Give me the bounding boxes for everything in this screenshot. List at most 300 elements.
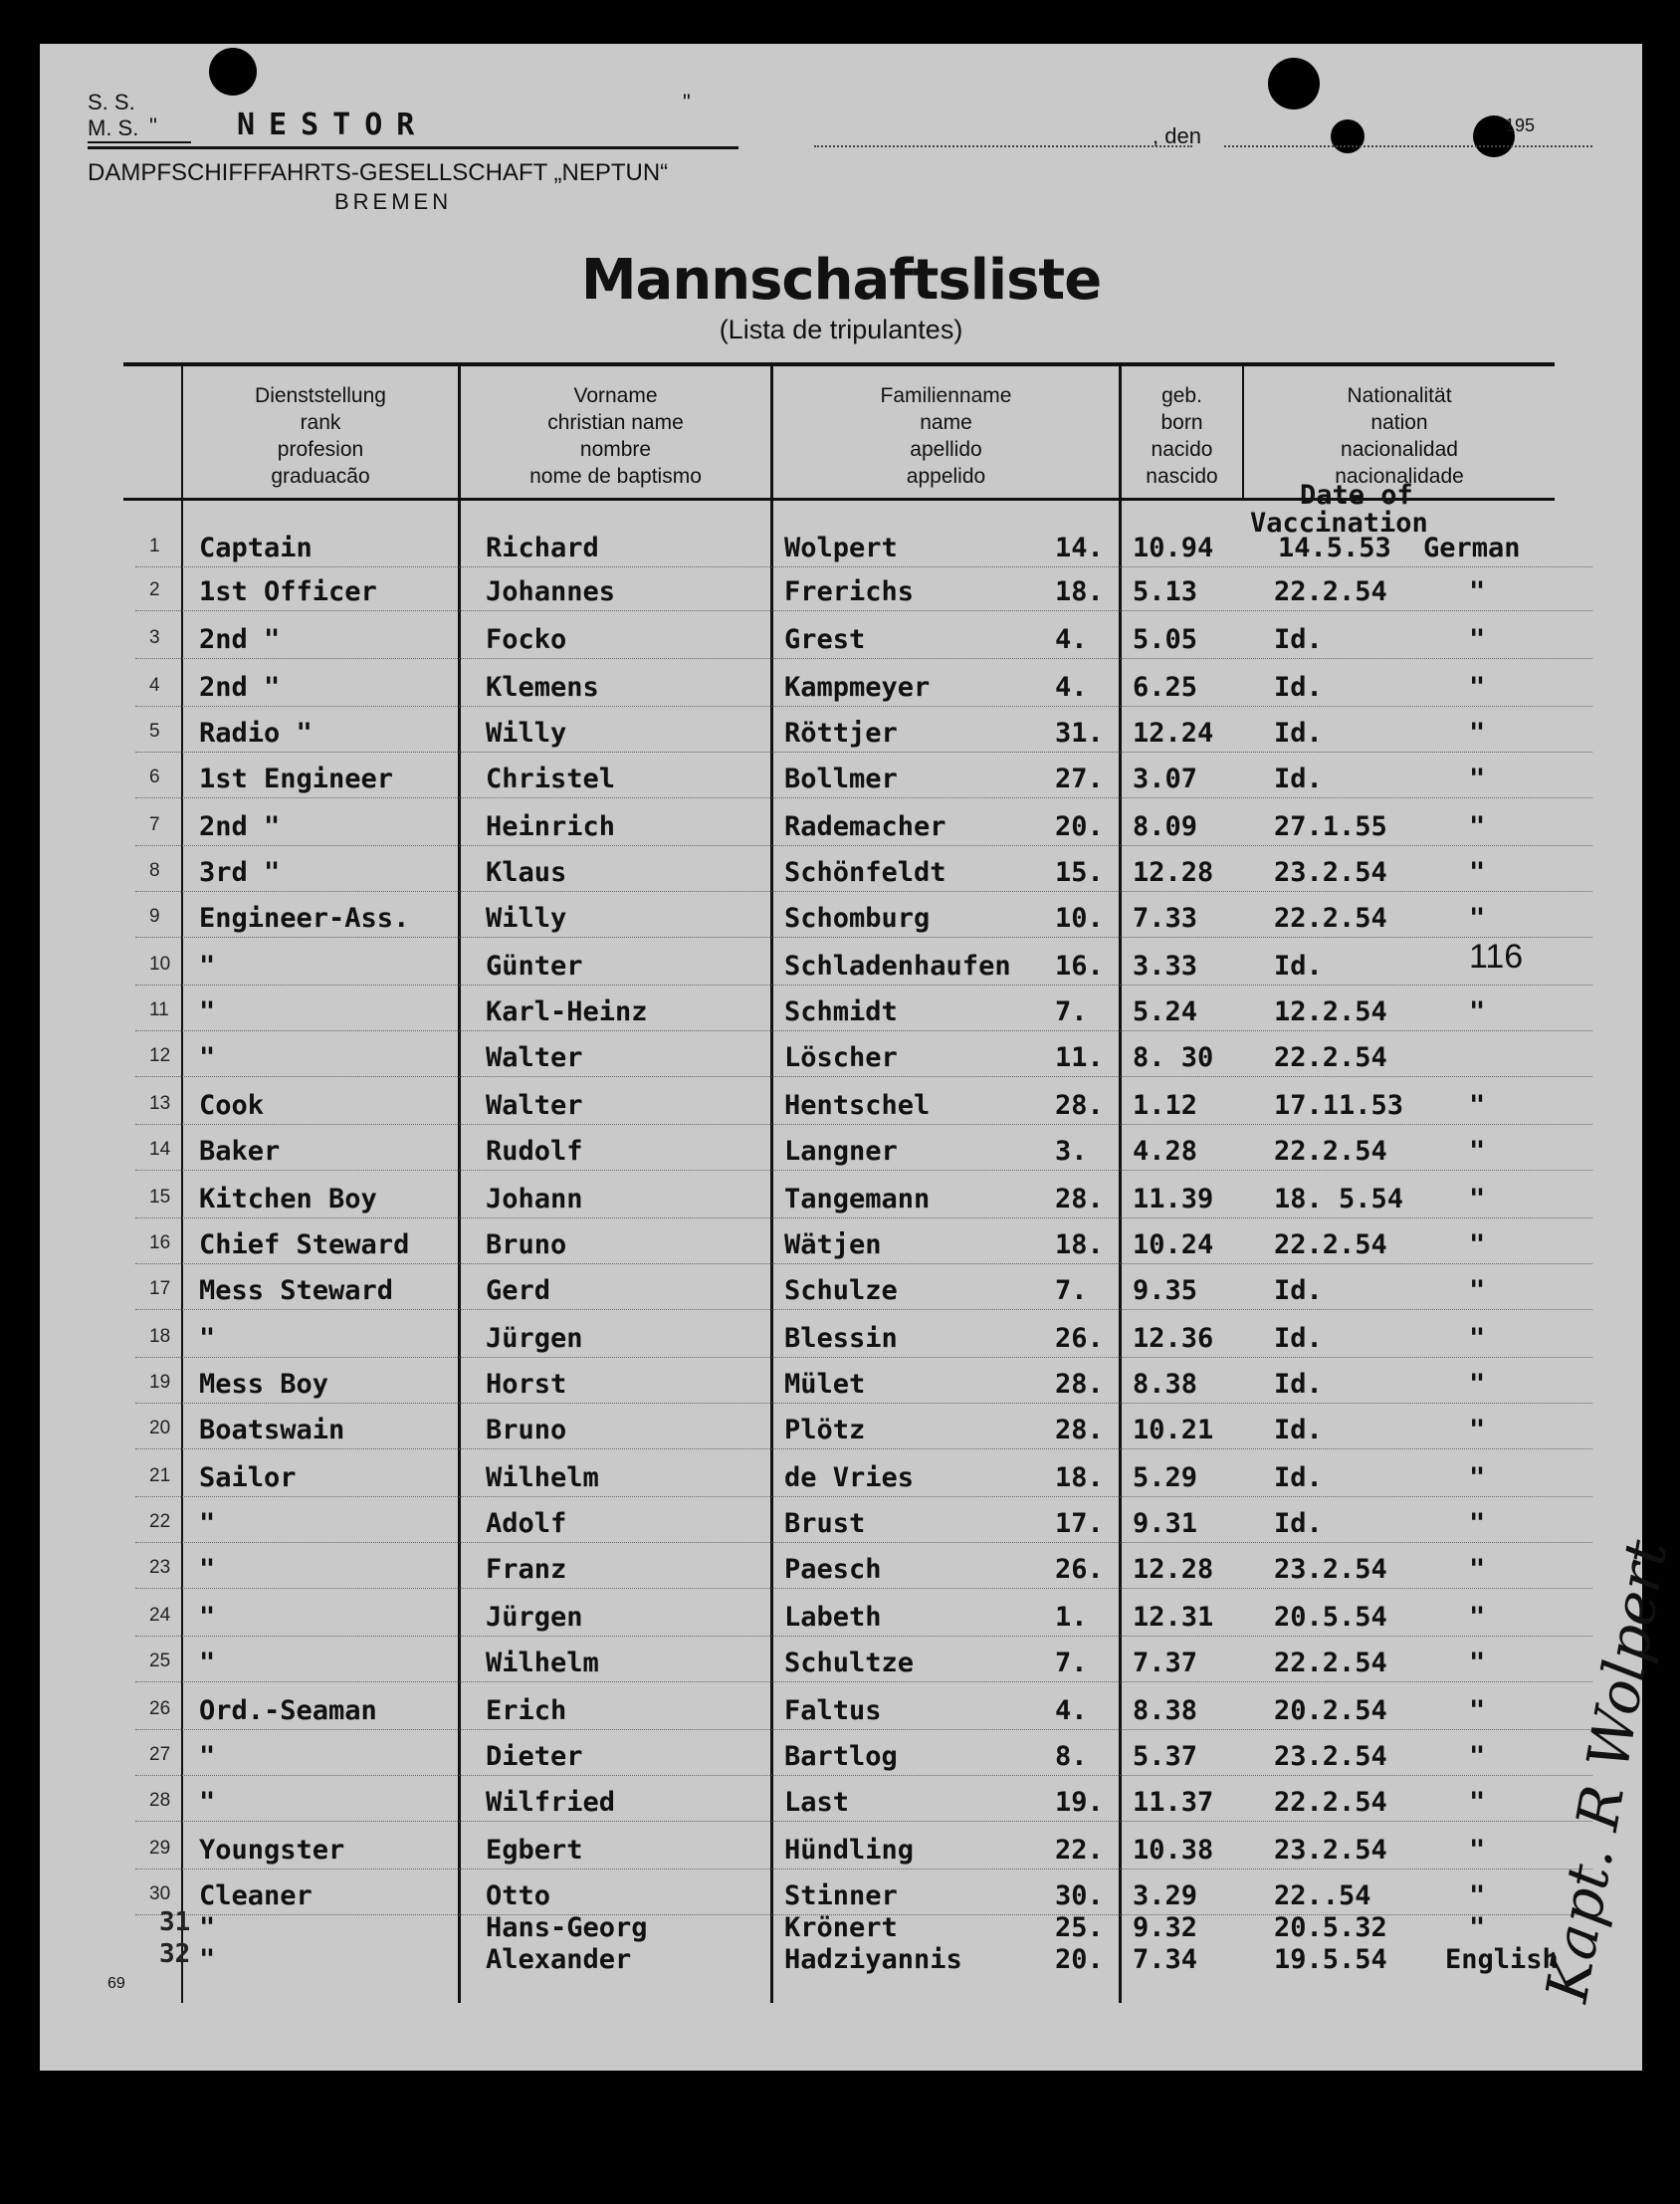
row-number: 20 bbox=[149, 1418, 171, 1438]
family-name-cell: Wätjen bbox=[784, 1229, 882, 1260]
first-name-cell: Adolf bbox=[486, 1508, 567, 1539]
row-number: 23 bbox=[149, 1557, 171, 1578]
row-number: 32 bbox=[159, 1939, 191, 1969]
birth-date-cell: 9.32 bbox=[1133, 1912, 1198, 1943]
family-name-cell: Tangemann bbox=[784, 1184, 931, 1214]
birth-day-cell: 28. bbox=[1055, 1184, 1104, 1214]
table-row bbox=[40, 898, 1642, 938]
first-name-cell: Johannes bbox=[486, 576, 616, 607]
rank-cell: Mess Steward bbox=[199, 1275, 394, 1306]
first-name-cell: Klaus bbox=[486, 857, 567, 888]
table-row bbox=[40, 1364, 1642, 1404]
rank-cell: 2nd " bbox=[199, 672, 281, 703]
first-name-cell: Egbert bbox=[486, 1835, 583, 1866]
rank-cell: Chief Steward bbox=[199, 1229, 410, 1260]
ship-name: NESTOR bbox=[237, 108, 429, 142]
birth-day-cell: 19. bbox=[1055, 1787, 1104, 1818]
birth-day-cell: 17. bbox=[1055, 1508, 1104, 1539]
table-row bbox=[40, 1270, 1642, 1310]
first-name-cell: Gerd bbox=[486, 1275, 551, 1306]
vaccination-date-cell: Id. bbox=[1274, 764, 1323, 794]
vaccination-header-line2: Vaccination bbox=[1250, 508, 1428, 539]
rank-cell: " bbox=[199, 1787, 216, 1818]
table-row bbox=[40, 1782, 1642, 1822]
company-city: BREMEN bbox=[334, 189, 453, 214]
row-dotted-line bbox=[135, 1124, 1592, 1125]
vaccination-date-cell: 27.1.55 bbox=[1274, 811, 1387, 842]
col-header-first-name: Vorname christian name nombre nome de baptismo bbox=[529, 384, 702, 488]
nationality-cell: " bbox=[1469, 576, 1486, 607]
rank-cell: Engineer-Ass. bbox=[199, 903, 410, 934]
family-name-cell: Brust bbox=[784, 1508, 866, 1539]
birth-day-cell: 18. bbox=[1055, 576, 1104, 607]
table-row bbox=[40, 1085, 1642, 1125]
row-number: 13 bbox=[149, 1093, 171, 1114]
rank-cell: Baker bbox=[199, 1136, 281, 1167]
rank-cell: Mess Boy bbox=[199, 1369, 329, 1400]
vaccination-date-cell: 17.11.53 bbox=[1274, 1090, 1404, 1121]
quote-mark: " bbox=[683, 90, 691, 114]
row-number: 21 bbox=[149, 1465, 171, 1486]
row-dotted-line bbox=[135, 1496, 1592, 1497]
row-dotted-line bbox=[135, 1542, 1592, 1543]
first-name-cell: Günter bbox=[486, 951, 583, 982]
rank-cell: Youngster bbox=[199, 1835, 345, 1866]
row-dotted-line bbox=[135, 1729, 1592, 1730]
nationality-cell: " bbox=[1469, 624, 1486, 655]
birth-day-cell: 7. bbox=[1055, 1648, 1088, 1678]
birth-date-cell: 3.07 bbox=[1133, 764, 1198, 794]
family-name-cell: Kampmeyer bbox=[784, 672, 931, 703]
family-name-cell: Blessin bbox=[784, 1323, 898, 1354]
annotation-116: 116 bbox=[1469, 938, 1524, 976]
birth-date-cell: 12.36 bbox=[1133, 1323, 1214, 1354]
vaccination-date-cell: 12.2.54 bbox=[1274, 996, 1387, 1027]
vaccination-date-cell: Id. bbox=[1274, 718, 1323, 749]
col-header-born: geb. born nacido nascido bbox=[1146, 384, 1218, 488]
nationality-cell: German bbox=[1423, 533, 1521, 563]
first-name-cell: Jürgen bbox=[486, 1602, 583, 1633]
row-dotted-line bbox=[135, 1309, 1592, 1310]
rank-cell: Cleaner bbox=[199, 1880, 313, 1911]
family-name-cell: Schulze bbox=[784, 1275, 898, 1306]
row-dotted-line bbox=[135, 1681, 1592, 1682]
row-number: 17 bbox=[149, 1278, 171, 1299]
row-dotted-line bbox=[135, 1263, 1592, 1264]
first-name-cell: Wilhelm bbox=[486, 1648, 599, 1678]
birth-date-cell: 10.24 bbox=[1133, 1229, 1214, 1260]
birth-day-cell: 20. bbox=[1055, 811, 1104, 842]
table-row bbox=[40, 1179, 1642, 1218]
birth-day-cell: 20. bbox=[1055, 1944, 1104, 1975]
rank-cell: 2nd " bbox=[199, 811, 281, 842]
row-number: 16 bbox=[149, 1232, 171, 1253]
birth-date-cell: 9.35 bbox=[1133, 1275, 1198, 1306]
table-row bbox=[40, 528, 1642, 567]
nationality-cell: " bbox=[1469, 1602, 1486, 1633]
rank-cell: Radio " bbox=[199, 718, 313, 749]
row-dotted-line bbox=[135, 752, 1592, 753]
row-number: 22 bbox=[149, 1511, 171, 1532]
family-name-cell: Stinner bbox=[784, 1880, 898, 1911]
vaccination-date-cell: 22.2.54 bbox=[1274, 1136, 1387, 1167]
table-row bbox=[40, 713, 1642, 753]
table-row bbox=[40, 1939, 1642, 1979]
row-dotted-line bbox=[135, 610, 1592, 611]
crew-table-body bbox=[40, 44, 1642, 2071]
family-name-cell: Bollmer bbox=[784, 764, 898, 794]
row-number: 14 bbox=[149, 1139, 171, 1160]
nationality-cell: " bbox=[1469, 1695, 1486, 1726]
rank-cell: " bbox=[199, 1323, 216, 1354]
row-dotted-line bbox=[135, 1448, 1592, 1449]
row-number: 3 bbox=[149, 627, 160, 648]
rank-cell: 1st Engineer bbox=[199, 764, 394, 794]
birth-day-cell: 31. bbox=[1055, 718, 1104, 749]
birth-date-cell: 3.33 bbox=[1133, 951, 1198, 982]
row-number: 8 bbox=[149, 860, 160, 881]
birth-day-cell: 16. bbox=[1055, 951, 1104, 982]
first-name-cell: Christel bbox=[486, 764, 616, 794]
table-row bbox=[40, 759, 1642, 798]
row-dotted-line bbox=[135, 658, 1592, 659]
rank-cell: Captain bbox=[199, 533, 313, 563]
row-dotted-line bbox=[135, 706, 1592, 707]
family-name-cell: Mület bbox=[784, 1369, 866, 1400]
table-row bbox=[40, 1597, 1642, 1637]
nationality-cell: " bbox=[1469, 811, 1486, 842]
family-name-cell: Bartlog bbox=[784, 1741, 898, 1772]
row-number: 6 bbox=[149, 767, 160, 787]
family-name-cell: Paesch bbox=[784, 1554, 882, 1585]
family-name-cell: Rademacher bbox=[784, 811, 946, 842]
birth-day-cell: 14. bbox=[1055, 533, 1104, 563]
family-name-cell: Frerichs bbox=[784, 576, 915, 607]
row-dotted-line bbox=[135, 1217, 1592, 1218]
table-row bbox=[40, 1690, 1642, 1730]
rank-cell: " bbox=[199, 1554, 216, 1585]
first-name-cell: Wilhelm bbox=[486, 1462, 599, 1493]
birth-day-cell: 8. bbox=[1055, 1741, 1088, 1772]
family-name-cell: Röttjer bbox=[784, 718, 898, 749]
nationality-cell: " bbox=[1469, 1136, 1486, 1167]
birth-date-cell: 12.31 bbox=[1133, 1602, 1214, 1633]
ss-label: S. S. bbox=[88, 90, 135, 114]
vaccination-date-cell: 22.2.54 bbox=[1274, 1648, 1387, 1678]
vaccination-date-cell: Id. bbox=[1274, 1369, 1323, 1400]
birth-day-cell: 4. bbox=[1055, 1695, 1088, 1726]
birth-day-cell: 7. bbox=[1055, 1275, 1088, 1306]
table-row bbox=[40, 1503, 1642, 1543]
row-number: 30 bbox=[149, 1883, 171, 1904]
table-row bbox=[40, 1037, 1642, 1077]
birth-date-cell: 12.24 bbox=[1133, 718, 1214, 749]
vaccination-date-cell: 22.2.54 bbox=[1274, 1042, 1387, 1073]
nationality-cell: " bbox=[1469, 1323, 1486, 1354]
row-dotted-line bbox=[135, 845, 1592, 846]
nationality-cell: " bbox=[1469, 1415, 1486, 1445]
vaccination-date-cell: Id. bbox=[1274, 624, 1323, 655]
birth-date-cell: 8.09 bbox=[1133, 811, 1198, 842]
vaccination-date-cell: 22..54 bbox=[1274, 1880, 1371, 1911]
row-dotted-line bbox=[135, 1775, 1592, 1776]
vaccination-date-cell: Id. bbox=[1274, 1508, 1323, 1539]
row-dotted-line bbox=[135, 1403, 1592, 1404]
birth-day-cell: 28. bbox=[1055, 1369, 1104, 1400]
nationality-cell: " bbox=[1469, 1229, 1486, 1260]
birth-day-cell: 1. bbox=[1055, 1602, 1088, 1633]
family-name-cell: Schönfeldt bbox=[784, 857, 946, 888]
nationality-cell: " bbox=[1469, 1090, 1486, 1121]
birth-day-cell: 11. bbox=[1055, 1042, 1104, 1073]
nationality-cell: " bbox=[1469, 1835, 1486, 1866]
birth-date-cell: 7.37 bbox=[1133, 1648, 1198, 1678]
table-row bbox=[40, 992, 1642, 1031]
birth-date-cell: 1.12 bbox=[1133, 1090, 1198, 1121]
first-name-cell: Alexander bbox=[486, 1944, 632, 1975]
birth-date-cell: 10.21 bbox=[1133, 1415, 1214, 1445]
col-header-family-name: Familienname name apellido appelido bbox=[880, 384, 1012, 488]
family-name-cell: Löscher bbox=[784, 1042, 898, 1073]
vaccination-date-cell: 19.5.54 bbox=[1274, 1944, 1387, 1975]
nationality-cell: " bbox=[1469, 1648, 1486, 1678]
table-row bbox=[40, 1224, 1642, 1264]
row-number: 11 bbox=[149, 999, 169, 1020]
row-number: 1 bbox=[149, 536, 160, 556]
vaccination-date-cell: Id. bbox=[1274, 951, 1323, 982]
family-name-cell: Schmidt bbox=[784, 996, 898, 1027]
vaccination-date-cell: 23.2.54 bbox=[1274, 1741, 1387, 1772]
birth-day-cell: 25. bbox=[1055, 1912, 1104, 1943]
company-name: DAMPFSCHIFFFAHRTS-GESELLSCHAFT „NEPTUN“ bbox=[88, 159, 669, 186]
family-name-cell: Plötz bbox=[784, 1415, 866, 1445]
birth-day-cell: 28. bbox=[1055, 1090, 1104, 1121]
rank-cell: " bbox=[199, 1602, 216, 1633]
rank-cell: " bbox=[199, 1912, 216, 1943]
vaccination-date-cell: 23.2.54 bbox=[1274, 1835, 1387, 1866]
first-name-cell: Wilfried bbox=[486, 1787, 616, 1818]
row-number: 31 bbox=[159, 1907, 191, 1937]
nationality-cell: " bbox=[1469, 1741, 1486, 1772]
row-number: 5 bbox=[149, 721, 160, 742]
birth-day-cell: 10. bbox=[1055, 903, 1104, 934]
vaccination-date-cell: Id. bbox=[1274, 1323, 1323, 1354]
row-dotted-line bbox=[135, 1588, 1592, 1589]
nationality-cell: " bbox=[1469, 764, 1486, 794]
ms-mark: " bbox=[149, 113, 157, 138]
birth-date-cell: 5.29 bbox=[1133, 1462, 1198, 1493]
birth-date-cell: 5.05 bbox=[1133, 624, 1198, 655]
nationality-cell: " bbox=[1469, 672, 1486, 703]
row-dotted-line bbox=[135, 566, 1592, 567]
first-name-cell: Willy bbox=[486, 903, 567, 934]
birth-date-cell: 12.28 bbox=[1133, 1554, 1214, 1585]
vaccination-date-cell: 18. 5.54 bbox=[1274, 1184, 1404, 1214]
vaccination-date-cell: Id. bbox=[1274, 1462, 1323, 1493]
birth-date-cell: 9.31 bbox=[1133, 1508, 1198, 1539]
nationality-cell: " bbox=[1469, 718, 1486, 749]
row-dotted-line bbox=[135, 1076, 1592, 1077]
first-name-cell: Klemens bbox=[486, 672, 599, 703]
family-name-cell: Schultze bbox=[784, 1648, 915, 1678]
rank-cell: Boatswain bbox=[199, 1415, 345, 1445]
birth-date-cell: 4.28 bbox=[1133, 1136, 1198, 1167]
birth-date-cell: 10.94 bbox=[1133, 533, 1214, 563]
row-dotted-line bbox=[135, 1636, 1592, 1637]
row-dotted-line bbox=[135, 1869, 1592, 1870]
first-name-cell: Otto bbox=[486, 1880, 551, 1911]
table-row bbox=[40, 806, 1642, 846]
document-subtitle: (Lista de tripulantes) bbox=[719, 315, 963, 344]
birth-day-cell: 30. bbox=[1055, 1880, 1104, 1911]
birth-date-cell: 8.38 bbox=[1133, 1695, 1198, 1726]
table-row bbox=[40, 1410, 1642, 1449]
first-name-cell: Franz bbox=[486, 1554, 567, 1585]
row-number: 15 bbox=[149, 1187, 171, 1208]
birth-date-cell: 6.25 bbox=[1133, 672, 1198, 703]
document-title: Mannschaftsliste bbox=[580, 248, 1102, 313]
rank-cell: " bbox=[199, 1944, 216, 1975]
birth-date-cell: 7.34 bbox=[1133, 1944, 1198, 1975]
row-dotted-line bbox=[135, 891, 1592, 892]
document-page bbox=[40, 44, 1680, 2071]
rank-cell: 2nd " bbox=[199, 624, 281, 655]
vaccination-date-cell: 20.2.54 bbox=[1274, 1695, 1387, 1726]
birth-date-cell: 8. 30 bbox=[1133, 1042, 1214, 1073]
rank-cell: Cook bbox=[199, 1090, 265, 1121]
row-number: 25 bbox=[149, 1651, 171, 1671]
rank-cell: 3rd " bbox=[199, 857, 281, 888]
family-name-cell: de Vries bbox=[784, 1462, 915, 1493]
rank-cell: " bbox=[199, 1508, 216, 1539]
first-name-cell: Walter bbox=[486, 1042, 583, 1073]
row-number: 12 bbox=[149, 1045, 171, 1066]
birth-date-cell: 8.38 bbox=[1133, 1369, 1198, 1400]
table-row bbox=[40, 852, 1642, 892]
birth-day-cell: 15. bbox=[1055, 857, 1104, 888]
birth-date-cell: 12.28 bbox=[1133, 857, 1214, 888]
row-number: 4 bbox=[149, 675, 160, 696]
birth-date-cell: 5.13 bbox=[1133, 576, 1198, 607]
row-number: 18 bbox=[149, 1326, 171, 1347]
first-name-cell: Bruno bbox=[486, 1229, 567, 1260]
vaccination-date-cell: Id. bbox=[1274, 1415, 1323, 1445]
family-name-cell: Labeth bbox=[784, 1602, 882, 1633]
family-name-cell: Grest bbox=[784, 624, 866, 655]
first-name-cell: Rudolf bbox=[486, 1136, 583, 1167]
vaccination-date-cell: 23.2.54 bbox=[1274, 1554, 1387, 1585]
footer-number: 69 bbox=[107, 1975, 125, 1992]
birth-day-cell: 18. bbox=[1055, 1229, 1104, 1260]
nationality-cell: " bbox=[1469, 1508, 1486, 1539]
row-number: 27 bbox=[149, 1744, 171, 1765]
col-header-rank: Dienststellung rank profesion graduacão bbox=[255, 384, 386, 488]
table-row bbox=[40, 1736, 1642, 1776]
first-name-cell: Walter bbox=[486, 1090, 583, 1121]
row-number: 29 bbox=[149, 1838, 171, 1859]
table-row bbox=[40, 1549, 1642, 1589]
family-name-cell: Faltus bbox=[784, 1695, 882, 1726]
table-row bbox=[40, 1131, 1642, 1171]
birth-date-cell: 10.38 bbox=[1133, 1835, 1214, 1866]
den-label: , den bbox=[1153, 123, 1201, 148]
first-name-cell: Richard bbox=[486, 533, 599, 563]
family-name-cell: Wolpert bbox=[784, 533, 898, 563]
rank-cell: " bbox=[199, 1042, 216, 1073]
nationality-cell: " bbox=[1469, 996, 1486, 1027]
birth-day-cell: 26. bbox=[1055, 1554, 1104, 1585]
first-name-cell: Focko bbox=[486, 624, 567, 655]
row-dotted-line bbox=[135, 1821, 1592, 1822]
rank-cell: " bbox=[199, 1648, 216, 1678]
rank-cell: Sailor bbox=[199, 1462, 297, 1493]
vaccination-date-cell: 22.2.54 bbox=[1274, 1229, 1387, 1260]
birth-day-cell: 4. bbox=[1055, 624, 1088, 655]
nationality-cell: " bbox=[1469, 1554, 1486, 1585]
first-name-cell: Willy bbox=[486, 718, 567, 749]
birth-day-cell: 22. bbox=[1055, 1835, 1104, 1866]
row-number: 7 bbox=[149, 814, 160, 835]
first-name-cell: Erich bbox=[486, 1695, 567, 1726]
nationality-cell: " bbox=[1469, 857, 1486, 888]
vaccination-date-cell: 14.5.53 bbox=[1278, 533, 1391, 563]
row-number: 2 bbox=[149, 579, 160, 600]
first-name-cell: Bruno bbox=[486, 1415, 567, 1445]
nationality-cell: " bbox=[1469, 1184, 1486, 1214]
nationality-cell: " bbox=[1469, 1462, 1486, 1493]
birth-day-cell: 7. bbox=[1055, 996, 1088, 1027]
row-dotted-line bbox=[135, 797, 1592, 798]
nationality-cell: " bbox=[1469, 1787, 1486, 1818]
birth-date-cell: 11.37 bbox=[1133, 1787, 1214, 1818]
row-number: 24 bbox=[149, 1605, 171, 1626]
first-name-cell: Jürgen bbox=[486, 1323, 583, 1354]
birth-date-cell: 5.37 bbox=[1133, 1741, 1198, 1772]
vaccination-date-cell: 22.2.54 bbox=[1274, 1787, 1387, 1818]
table-row bbox=[40, 946, 1642, 986]
nationality-cell: English bbox=[1445, 1944, 1559, 1975]
family-name-cell: Hentschel bbox=[784, 1090, 931, 1121]
table-row bbox=[40, 619, 1642, 659]
table-row bbox=[40, 1318, 1642, 1358]
table-row bbox=[40, 1830, 1642, 1870]
birth-day-cell: 28. bbox=[1055, 1415, 1104, 1445]
family-name-cell: Hündling bbox=[784, 1835, 915, 1866]
birth-day-cell: 3. bbox=[1055, 1136, 1088, 1167]
nationality-cell: " bbox=[1469, 1369, 1486, 1400]
row-number: 10 bbox=[149, 954, 171, 975]
birth-day-cell: 4. bbox=[1055, 672, 1088, 703]
nationality-cell: " bbox=[1469, 903, 1486, 934]
nationality-cell: " bbox=[1469, 1912, 1486, 1943]
birth-day-cell: 27. bbox=[1055, 764, 1104, 794]
first-name-cell: Dieter bbox=[486, 1741, 583, 1772]
table-row bbox=[40, 1643, 1642, 1682]
family-name-cell: Last bbox=[784, 1787, 850, 1818]
vaccination-date-cell: 22.2.54 bbox=[1274, 576, 1387, 607]
row-dotted-line bbox=[135, 937, 1592, 938]
vaccination-date-cell: 22.2.54 bbox=[1274, 903, 1387, 934]
row-number: 9 bbox=[149, 906, 160, 927]
birth-date-cell: 11.39 bbox=[1133, 1184, 1214, 1214]
birth-day-cell: 26. bbox=[1055, 1323, 1104, 1354]
family-name-cell: Hadziyannis bbox=[784, 1944, 962, 1975]
nationality-cell: " bbox=[1469, 1275, 1486, 1306]
birth-date-cell: 5.24 bbox=[1133, 996, 1198, 1027]
family-name-cell: Langner bbox=[784, 1136, 898, 1167]
birth-date-cell: 3.29 bbox=[1133, 1880, 1198, 1911]
vaccination-date-cell: 20.5.32 bbox=[1274, 1912, 1387, 1943]
